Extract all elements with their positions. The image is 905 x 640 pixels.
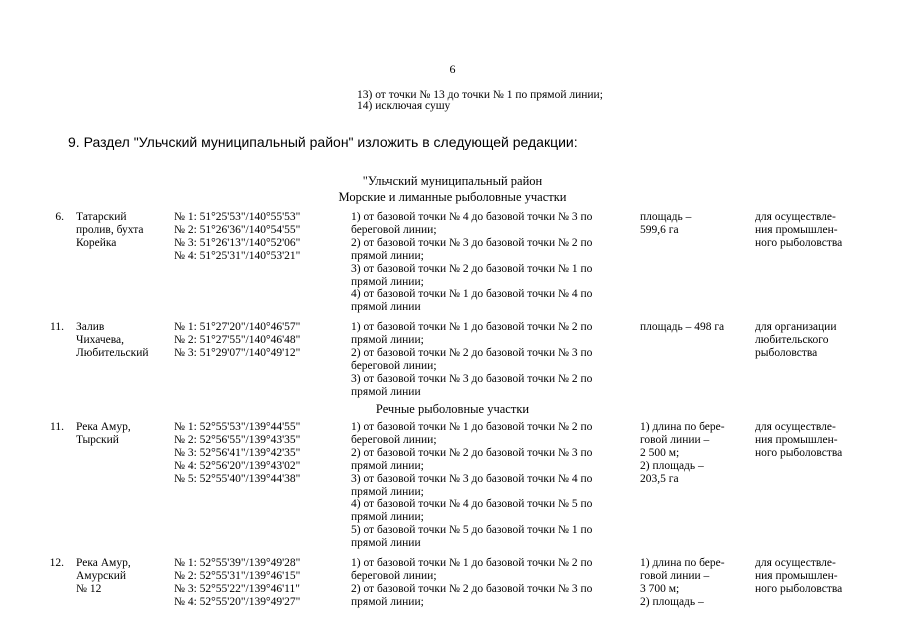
boundary-description-line: 1) от базовой точки № 1 до базовой точки № 2 по [351,321,593,333]
boundary-description-line: 2) от базовой точки № 3 до базовой точки № 2 по [351,236,593,249]
base-point-coordinates-line: № 4: 52°55'20"/139°49'27" [174,595,301,608]
area-size [640,421,744,486]
continuation-line: 14) исключая сушу [357,100,451,112]
base-point-coordinates [174,557,324,609]
base-point-coordinates-line: № 2: 51°27'55"/140°46'48" [174,333,301,346]
area-size [640,211,744,237]
usage-purpose-line: для осуществле- [755,211,836,223]
boundary-description-line: прямой линии; [351,249,424,262]
row-number: 11. [50,321,64,333]
usage-purpose-line: для осуществле- [755,557,836,569]
base-point-coordinates-line: № 2: 52°56'55"/139°43'35" [174,433,301,446]
area-name [76,211,168,250]
boundary-description-line: 2) от базовой точки № 2 до базовой точки № 3 по [351,346,593,359]
area-name-line: Река Амур, [76,557,131,569]
usage-purpose-line: ния промышлен- [755,569,838,582]
usage-purpose-line: ного рыболовства [755,582,843,595]
base-point-coordinates-line: № 4: 52°56'20"/139°43'02" [174,459,301,472]
base-point-coordinates-line: № 3: 52°55'22"/139°46'11" [174,582,300,595]
section-heading: 9. Раздел "Ульчский муниципальный район" изложить в следующей редакции: [68,134,578,150]
row-number: 12. [49,557,64,569]
base-point-coordinates-line: № 1: 51°25'53"/140°55'53" [174,211,301,223]
boundary-description-line: прямой линии; [351,275,424,288]
base-point-coordinates-line: № 3: 51°29'07"/140°49'12" [174,346,301,359]
area-size-line: площадь – [640,211,692,223]
base-point-coordinates-line: № 3: 52°56'41"/139°42'35" [174,446,301,459]
boundary-description-line: прямой линии; [351,485,424,498]
usage-purpose-line: для организации [755,321,837,333]
area-size-line: 203,5 га [640,472,679,485]
usage-purpose [755,557,875,596]
row-number: 11. [50,421,64,433]
area-name-line: Амурский [76,569,127,582]
district-title: "Ульчский муниципальный район [362,174,543,188]
boundary-description-line: 3) от базовой точки № 2 до базовой точки № 1 по [351,262,593,275]
area-size-line: 2) площадь – [640,595,704,608]
area-name-line: Тырский [76,433,119,446]
boundary-description-line: прямой линии [351,537,421,550]
boundary-description-line: 2) от базовой точки № 2 до базовой точки № 3 по [351,446,593,459]
page-number: 6 [449,62,456,76]
base-point-coordinates-line: № 5: 52°55'40"/139°44'38" [174,472,301,485]
usage-purpose-line: рыболовства [755,346,818,359]
usage-purpose [755,321,875,360]
usage-purpose-line: для осуществле- [755,421,836,433]
base-point-coordinates-line: № 1: 51°27'20"/140°46'57" [174,321,301,333]
area-size [640,557,744,609]
area-size-line: 599,6 га [640,223,679,236]
area-name-line: № 12 [76,582,102,595]
area-name-line: Река Амур, [76,421,131,433]
boundary-description [351,211,629,314]
area-size-line: говой линии – [640,433,710,446]
usage-purpose-line: любительского [755,333,829,346]
boundary-description-line: 4) от базовой точки № 1 до базовой точки № 4 по [351,288,593,301]
boundary-description-line: береговой линии; [351,223,437,236]
row-number: 6. [55,211,64,223]
area-name-line: пролив, бухта [76,223,144,236]
base-point-coordinates-line: № 4: 51°25'31"/140°53'21" [174,249,301,262]
boundary-description-line: береговой линии; [351,433,437,446]
subheading-river-areas: Речные рыболовные участки [375,402,530,416]
boundary-description-line: 4) от базовой точки № 4 до базовой точки № 5 по [351,498,593,511]
area-size-line: 1) длина по бере- [640,421,725,433]
base-point-coordinates-line: № 3: 51°26'13"/140°52'06" [174,236,301,249]
usage-purpose [755,421,875,460]
area-size-line: 2 500 м; [640,446,680,459]
continuation-lines [357,90,603,112]
area-name-line: Любительский [76,346,149,359]
area-name-line: Корейка [76,236,117,249]
continuation-line: 13) от точки № 13 до точки № 1 по прямой линии; [357,89,603,101]
base-point-coordinates [174,321,324,360]
boundary-description-line: прямой линии; [351,333,424,346]
area-name [76,557,168,596]
boundary-description-line: 2) от базовой точки № 2 до базовой точки № 3 по [351,582,593,595]
boundary-description-line: 5) от базовой точки № 5 до базовой точки № 1 по [351,524,593,537]
usage-purpose-line: ния промышлен- [755,433,838,446]
area-size-line: 3 700 м; [640,582,680,595]
boundary-description-line: прямой линии; [351,459,424,472]
boundary-description [351,421,629,550]
base-point-coordinates-line: № 2: 52°55'31"/139°46'15" [174,569,301,582]
boundary-description-line: прямой линии; [351,511,424,524]
boundary-description-line: 3) от базовой точки № 3 до базовой точки № 4 по [351,472,593,485]
boundary-description-line: 3) от базовой точки № 3 до базовой точки № 2 по [351,372,593,385]
boundary-description-line: прямой линии [351,301,421,314]
boundary-description-line: береговой линии; [351,569,437,582]
area-name [76,421,168,447]
usage-purpose [755,211,875,250]
usage-purpose-line: ного рыболовства [755,446,843,459]
area-name-line: Чихачева, [76,333,125,346]
usage-purpose-line: ния промышлен- [755,223,838,236]
area-size [640,321,744,334]
boundary-description-line: 1) от базовой точки № 4 до базовой точки № 3 по [351,211,593,223]
area-name-line: Татарский [76,211,127,223]
base-point-coordinates-line: № 2: 51°26'36"/140°54'55" [174,223,301,236]
usage-purpose-line: ного рыболовства [755,236,843,249]
boundary-description [351,557,629,609]
area-size-line: 1) длина по бере- [640,557,725,569]
area-size-line: говой линии – [640,569,710,582]
area-size-line: площадь – 498 га [640,321,725,333]
boundary-description-line: прямой линии; [351,595,424,608]
area-name [76,321,168,360]
subheading-sea-areas: Морские и лиманные рыболовные участки [338,190,567,204]
area-size-line: 2) площадь – [640,459,704,472]
boundary-description-line: 1) от базовой точки № 1 до базовой точки № 2 по [351,557,593,569]
boundary-description [351,321,629,398]
boundary-description-line: 1) от базовой точки № 1 до базовой точки № 2 по [351,421,593,433]
area-name-line: Залив [76,321,105,333]
boundary-description-line: прямой линии [351,385,421,398]
base-point-coordinates-line: № 1: 52°55'53"/139°44'55" [174,421,301,433]
boundary-description-line: береговой линии; [351,359,437,372]
base-point-coordinates-line: № 1: 52°55'39"/139°49'28" [174,557,301,569]
base-point-coordinates [174,421,324,486]
base-point-coordinates [174,211,324,263]
